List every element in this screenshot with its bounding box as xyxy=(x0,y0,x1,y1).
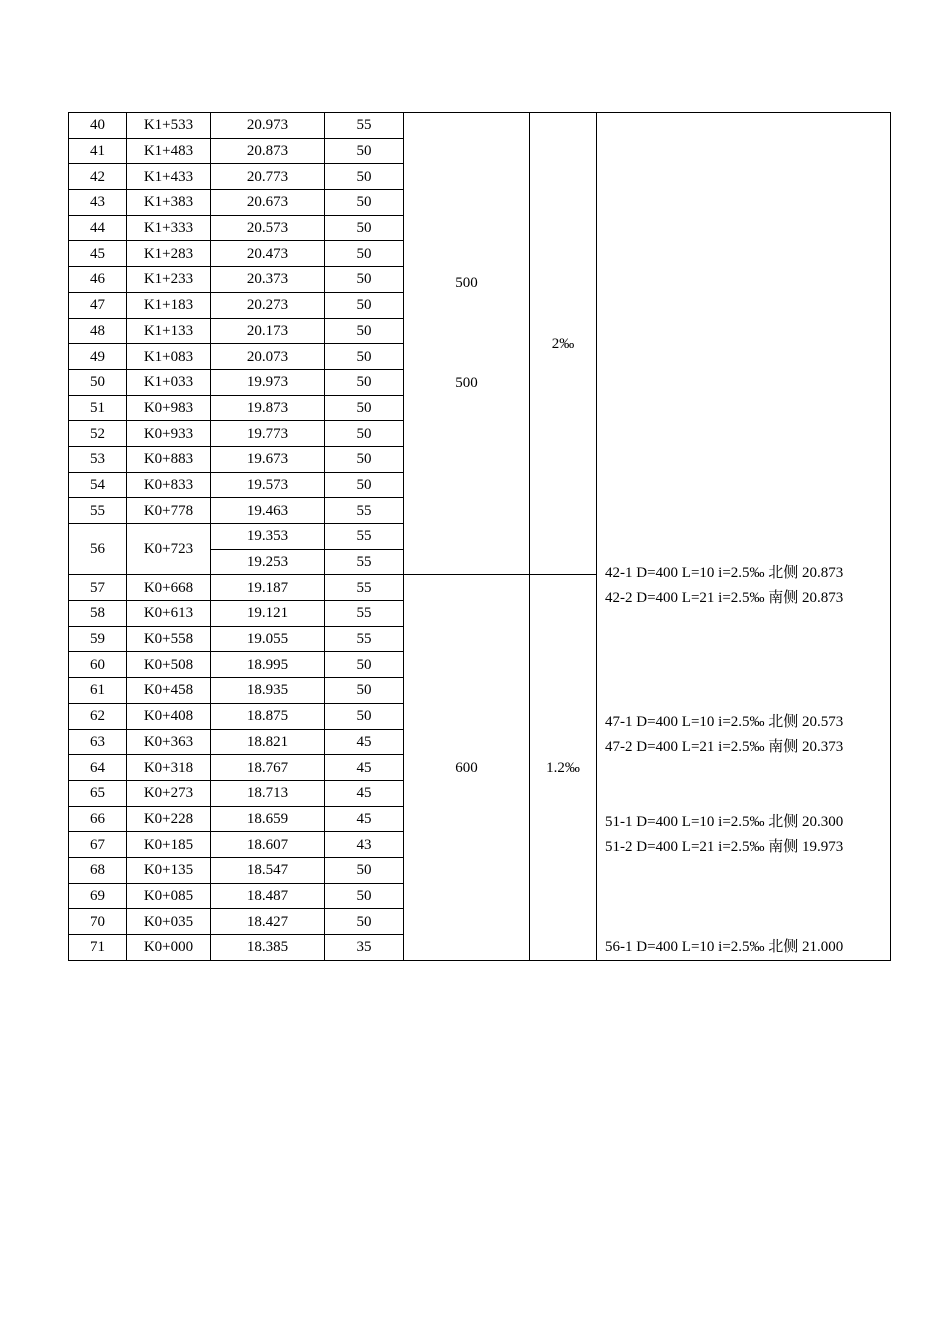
station: K0+363 xyxy=(127,729,211,755)
station: K1+233 xyxy=(127,267,211,293)
row-number: 53 xyxy=(69,446,127,472)
elevation: 19.353 xyxy=(211,524,325,550)
spacing: 55 xyxy=(325,498,404,524)
row-number: 55 xyxy=(69,498,127,524)
station: K1+533 xyxy=(127,113,211,139)
row-number: 51 xyxy=(69,395,127,421)
row-number: 40 xyxy=(69,113,127,139)
row-number: 59 xyxy=(69,626,127,652)
spacing: 50 xyxy=(325,678,404,704)
elevation: 18.995 xyxy=(211,652,325,678)
elevation: 20.373 xyxy=(211,267,325,293)
row-number: 49 xyxy=(69,344,127,370)
row-number: 71 xyxy=(69,935,127,961)
station: K0+000 xyxy=(127,935,211,961)
station: K0+883 xyxy=(127,446,211,472)
station: K0+318 xyxy=(127,755,211,781)
elevation: 18.713 xyxy=(211,780,325,806)
row-number: 61 xyxy=(69,678,127,704)
station: K0+228 xyxy=(127,806,211,832)
spacing: 35 xyxy=(325,935,404,961)
station: K0+613 xyxy=(127,601,211,627)
note-line: 56-1 D=400 L=10 i=2.5‰ 北侧 21.000 xyxy=(605,939,844,955)
note-line: 42-1 D=400 L=10 i=2.5‰ 北侧 20.873 xyxy=(605,565,844,581)
row-number: 48 xyxy=(69,318,127,344)
station: K1+483 xyxy=(127,138,211,164)
spacing: 55 xyxy=(325,626,404,652)
elevation: 20.673 xyxy=(211,190,325,216)
row-number: 50 xyxy=(69,369,127,395)
station: K0+035 xyxy=(127,909,211,935)
elevation: 18.487 xyxy=(211,883,325,909)
spacing: 43 xyxy=(325,832,404,858)
elevation: 18.821 xyxy=(211,729,325,755)
row-number: 66 xyxy=(69,806,127,832)
elevation: 20.573 xyxy=(211,215,325,241)
spacing: 50 xyxy=(325,344,404,370)
row-number: 41 xyxy=(69,138,127,164)
spacing: 45 xyxy=(325,806,404,832)
elevation: 20.073 xyxy=(211,344,325,370)
spacing: 50 xyxy=(325,215,404,241)
station: K0+778 xyxy=(127,498,211,524)
station: K0+508 xyxy=(127,652,211,678)
station: K1+283 xyxy=(127,241,211,267)
pipe-diameter-group-1 xyxy=(404,113,530,575)
spacing: 50 xyxy=(325,883,404,909)
spacing: 50 xyxy=(325,164,404,190)
station: K0+558 xyxy=(127,626,211,652)
spacing: 45 xyxy=(325,755,404,781)
station: K1+433 xyxy=(127,164,211,190)
row-number: 63 xyxy=(69,729,127,755)
station: K0+933 xyxy=(127,421,211,447)
station: K1+383 xyxy=(127,190,211,216)
station: K1+333 xyxy=(127,215,211,241)
spacing: 55 xyxy=(325,113,404,139)
spacing: 45 xyxy=(325,780,404,806)
spacing: 55 xyxy=(325,601,404,627)
slope-group-1: 2‰ xyxy=(530,113,597,575)
elevation: 19.573 xyxy=(211,472,325,498)
note-line: 47-2 D=400 L=21 i=2.5‰ 南侧 20.373 xyxy=(605,739,844,755)
elevation: 18.875 xyxy=(211,703,325,729)
station: K0+273 xyxy=(127,780,211,806)
notes-column xyxy=(597,113,891,961)
elevation: 19.973 xyxy=(211,369,325,395)
elevation: 19.187 xyxy=(211,575,325,601)
spacing: 50 xyxy=(325,652,404,678)
station: K1+083 xyxy=(127,344,211,370)
spacing: 50 xyxy=(325,190,404,216)
row-number: 44 xyxy=(69,215,127,241)
elevation: 18.547 xyxy=(211,857,325,883)
row-number: 58 xyxy=(69,601,127,627)
station: K1+133 xyxy=(127,318,211,344)
spacing: 45 xyxy=(325,729,404,755)
pipe-data-table xyxy=(68,112,891,961)
spacing: 50 xyxy=(325,267,404,293)
row-number: 54 xyxy=(69,472,127,498)
spacing: 50 xyxy=(325,857,404,883)
spacing: 50 xyxy=(325,241,404,267)
spacing: 50 xyxy=(325,138,404,164)
note-line: 51-2 D=400 L=21 i=2.5‰ 南侧 19.973 xyxy=(605,839,844,855)
row-number: 43 xyxy=(69,190,127,216)
row-number: 57 xyxy=(69,575,127,601)
diameter-label: 500 xyxy=(455,275,478,291)
spacing: 55 xyxy=(325,524,404,550)
station: K0+723 xyxy=(127,524,211,575)
row-number: 52 xyxy=(69,421,127,447)
slope-group-2: 1.2‰ xyxy=(530,575,597,960)
note-line: 42-2 D=400 L=21 i=2.5‰ 南侧 20.873 xyxy=(605,590,844,606)
row-number: 60 xyxy=(69,652,127,678)
station: K0+668 xyxy=(127,575,211,601)
station: K0+135 xyxy=(127,857,211,883)
spacing: 55 xyxy=(325,549,404,575)
spacing: 50 xyxy=(325,446,404,472)
spacing: 50 xyxy=(325,472,404,498)
spacing: 50 xyxy=(325,369,404,395)
elevation: 19.055 xyxy=(211,626,325,652)
row-number: 42 xyxy=(69,164,127,190)
elevation: 19.873 xyxy=(211,395,325,421)
spacing: 55 xyxy=(325,575,404,601)
pipe-diameter-group-2: 600 xyxy=(404,575,530,960)
spacing: 50 xyxy=(325,395,404,421)
table-row xyxy=(69,113,891,139)
row-number: 56 xyxy=(69,524,127,575)
row-number: 69 xyxy=(69,883,127,909)
spacing: 50 xyxy=(325,909,404,935)
elevation: 20.773 xyxy=(211,164,325,190)
elevation: 20.173 xyxy=(211,318,325,344)
elevation: 18.767 xyxy=(211,755,325,781)
row-number: 67 xyxy=(69,832,127,858)
row-number: 45 xyxy=(69,241,127,267)
spacing: 50 xyxy=(325,318,404,344)
spacing: 50 xyxy=(325,292,404,318)
note-line: 47-1 D=400 L=10 i=2.5‰ 北侧 20.573 xyxy=(605,714,844,730)
station: K0+408 xyxy=(127,703,211,729)
spacing: 50 xyxy=(325,703,404,729)
row-number: 68 xyxy=(69,857,127,883)
elevation: 18.935 xyxy=(211,678,325,704)
elevation: 18.385 xyxy=(211,935,325,961)
elevation: 20.973 xyxy=(211,113,325,139)
elevation: 19.253 xyxy=(211,549,325,575)
elevation: 18.427 xyxy=(211,909,325,935)
row-number: 65 xyxy=(69,780,127,806)
elevation: 20.873 xyxy=(211,138,325,164)
elevation: 20.273 xyxy=(211,292,325,318)
elevation: 19.773 xyxy=(211,421,325,447)
row-number: 64 xyxy=(69,755,127,781)
diameter-label: 500 xyxy=(455,375,478,391)
elevation: 19.673 xyxy=(211,446,325,472)
elevation: 19.463 xyxy=(211,498,325,524)
spacing: 50 xyxy=(325,421,404,447)
station: K0+983 xyxy=(127,395,211,421)
elevation: 18.659 xyxy=(211,806,325,832)
elevation: 20.473 xyxy=(211,241,325,267)
station: K0+458 xyxy=(127,678,211,704)
station: K0+185 xyxy=(127,832,211,858)
row-number: 46 xyxy=(69,267,127,293)
elevation: 18.607 xyxy=(211,832,325,858)
note-line: 51-1 D=400 L=10 i=2.5‰ 北侧 20.300 xyxy=(605,814,844,830)
row-number: 62 xyxy=(69,703,127,729)
station: K0+833 xyxy=(127,472,211,498)
station: K0+085 xyxy=(127,883,211,909)
station: K1+183 xyxy=(127,292,211,318)
station: K1+033 xyxy=(127,369,211,395)
elevation: 19.121 xyxy=(211,601,325,627)
row-number: 70 xyxy=(69,909,127,935)
row-number: 47 xyxy=(69,292,127,318)
